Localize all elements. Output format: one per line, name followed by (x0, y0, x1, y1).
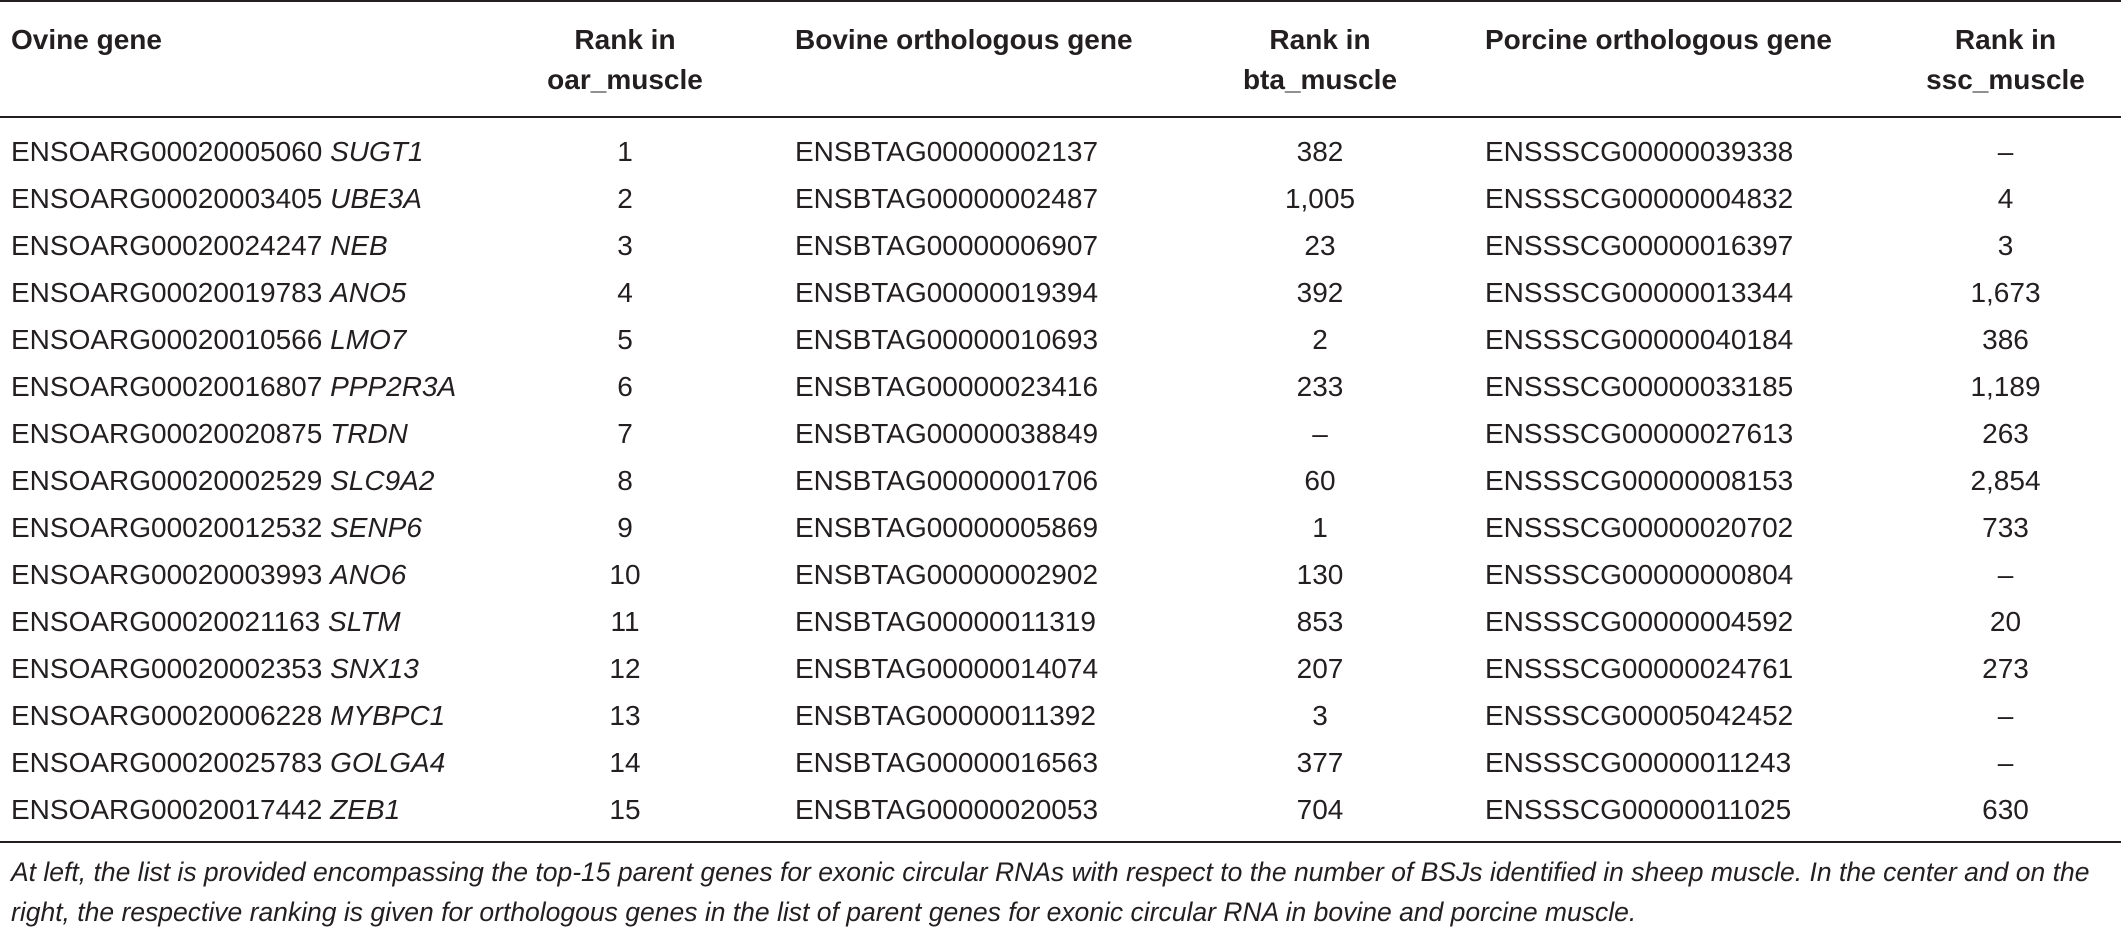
rank-bta-cell: 704 (1296, 793, 1344, 825)
ovine-gene-cell (0, 457, 530, 504)
table-footnote: At left, the list is provided encompassing the top-15 parent genes for exonic circular RNAs with respect to the number of BSJs identified in sheep muscle. In the center and on the right, the respective ranking is given for orthologous genes in the list of parent genes for exonic circular RNA in bovine and porcine muscle. (11, 857, 2090, 927)
ovine-gene-id: ENSOARG00020002529 (11, 464, 323, 496)
table-row (0, 786, 2121, 842)
rank-bta-cell: 130 (1296, 558, 1344, 590)
rank-oar-cell: 14 (609, 746, 641, 778)
rank-oar-cell: 10 (609, 558, 641, 590)
table-row (0, 457, 2121, 504)
rank-ssc-cell: 20 (1989, 605, 2022, 637)
rank-oar-cell: 15 (609, 793, 641, 825)
table-row (0, 269, 2121, 316)
table-row (0, 316, 2121, 363)
ovine-gene-symbol: SUGT1 (330, 135, 424, 167)
ovine-gene-symbol: PPP2R3A (330, 370, 457, 402)
rank-ssc-cell: 4 (1997, 182, 2014, 214)
rank-bta-cell: 853 (1296, 605, 1344, 637)
table-row (0, 739, 2121, 786)
header-rank-bta (1200, 1, 1440, 117)
ovine-gene-symbol: SLC9A2 (330, 464, 435, 496)
header-rank-bta-line1: Rank in (1269, 24, 1371, 55)
porcine-gene-cell: ENSSSCG00000011025 (1485, 793, 1792, 825)
bovine-gene-cell: ENSBTAG00000016563 (795, 746, 1099, 778)
rank-bta-cell: 382 (1296, 135, 1344, 167)
table-row (0, 410, 2121, 457)
ovine-gene-id: ENSOARG00020006228 (11, 699, 323, 731)
ovine-gene-symbol: GOLGA4 (330, 746, 446, 778)
rank-bta-cell: 392 (1296, 276, 1344, 308)
porcine-gene-cell: ENSSSCG00000004592 (1485, 605, 1794, 637)
bovine-gene-cell: ENSBTAG00000011392 (795, 699, 1096, 731)
table-row (0, 117, 2121, 175)
rank-oar-cell: 9 (617, 511, 633, 543)
bovine-gene-cell: ENSBTAG00000014074 (795, 652, 1099, 684)
rank-bta-cell: 2 (1312, 323, 1328, 355)
ovine-gene-symbol: SNX13 (330, 652, 419, 684)
bovine-gene-cell: ENSBTAG00000002902 (795, 558, 1099, 590)
bovine-gene-cell: ENSBTAG00000002487 (795, 182, 1099, 214)
rank-oar-cell: 13 (609, 699, 641, 731)
rank-oar-cell: 1 (617, 135, 633, 167)
ovine-gene-cell (0, 739, 530, 786)
rank-ssc-cell: – (1997, 746, 2014, 778)
rank-bta-cell: 233 (1296, 370, 1344, 402)
porcine-gene-cell: ENSSSCG00000039338 (1485, 135, 1794, 167)
rank-bta-cell: 3 (1312, 699, 1328, 731)
rank-oar-cell: 5 (617, 323, 633, 355)
ovine-gene-symbol: ANO5 (330, 276, 407, 308)
ovine-gene-id: ENSOARG00020002353 (11, 652, 323, 684)
table-row (0, 692, 2121, 739)
table-row (0, 598, 2121, 645)
bovine-gene-cell: ENSBTAG00000005869 (795, 511, 1099, 543)
table-row (0, 551, 2121, 598)
rank-bta-cell: 1,005 (1284, 182, 1356, 214)
ovine-gene-symbol: ANO6 (330, 558, 407, 590)
rank-ssc-cell: 386 (1982, 323, 2029, 355)
header-rank-oar-line1: Rank in (574, 24, 676, 55)
ovine-gene-id: ENSOARG00020003993 (11, 558, 323, 590)
ovine-gene-cell (0, 504, 530, 551)
rank-bta-cell: 207 (1296, 652, 1344, 684)
ovine-gene-symbol: UBE3A (330, 182, 422, 214)
rank-ssc-cell: 263 (1982, 417, 2029, 449)
porcine-gene-cell: ENSSSCG00005042452 (1485, 699, 1794, 731)
ovine-gene-cell (0, 117, 530, 175)
rank-oar-cell: 12 (609, 652, 641, 684)
ovine-gene-cell (0, 551, 530, 598)
bovine-gene-cell: ENSBTAG00000001706 (795, 464, 1099, 496)
porcine-gene-cell: ENSSSCG00000011243 (1485, 746, 1792, 778)
ovine-gene-cell (0, 645, 530, 692)
rank-bta-cell: – (1312, 417, 1328, 449)
ovine-gene-symbol: NEB (330, 229, 388, 261)
ovine-gene-id: ENSOARG00020021163 (11, 605, 321, 637)
porcine-gene-cell: ENSSSCG00000033185 (1485, 370, 1794, 402)
ovine-gene-id: ENSOARG00020024247 (11, 229, 323, 261)
ovine-gene-cell (0, 410, 530, 457)
header-rank-bta-line2: bta_muscle (1242, 64, 1398, 95)
ovine-gene-symbol: SENP6 (330, 511, 422, 543)
ovine-gene-cell (0, 316, 530, 363)
ovine-gene-id: ENSOARG00020003405 (11, 182, 323, 214)
rank-bta-cell: 377 (1296, 746, 1344, 778)
porcine-gene-cell: ENSSSCG00000024761 (1485, 652, 1794, 684)
ovine-gene-id: ENSOARG00020017442 (11, 793, 323, 825)
rank-ssc-cell: – (1997, 135, 2014, 167)
ovine-gene-id: ENSOARG00020019783 (11, 276, 323, 308)
rank-oar-cell: 4 (617, 276, 633, 308)
bovine-gene-cell: ENSBTAG00000019394 (795, 276, 1099, 308)
rank-ssc-cell: 2,854 (1970, 464, 2041, 496)
rank-bta-cell: 23 (1304, 229, 1336, 261)
ovine-gene-cell (0, 363, 530, 410)
rank-bta-cell: 1 (1312, 511, 1328, 543)
porcine-gene-cell: ENSSSCG00000000804 (1485, 558, 1794, 590)
rank-oar-cell: 3 (617, 229, 633, 261)
bovine-gene-cell: ENSBTAG00000038849 (795, 417, 1099, 449)
header-row (0, 1, 2121, 117)
porcine-gene-cell: ENSSSCG00000013344 (1485, 276, 1794, 308)
ovine-gene-cell (0, 598, 530, 645)
rank-oar-cell: 7 (617, 417, 633, 449)
ovine-gene-cell (0, 692, 530, 739)
table-row (0, 175, 2121, 222)
bovine-gene-cell: ENSBTAG00000023416 (795, 370, 1099, 402)
rank-ssc-cell: – (1997, 699, 2014, 731)
bovine-gene-cell: ENSBTAG00000011319 (795, 605, 1096, 637)
ovine-gene-symbol: ZEB1 (330, 793, 401, 825)
table-row (0, 363, 2121, 410)
ovine-gene-id: ENSOARG00020010566 (11, 323, 323, 355)
rank-bta-cell: 60 (1304, 464, 1336, 496)
porcine-gene-cell: ENSSSCG00000004832 (1485, 182, 1794, 214)
rank-ssc-cell: 733 (1982, 511, 2029, 543)
table-row (0, 222, 2121, 269)
header-rank-oar (530, 1, 720, 117)
porcine-gene-cell: ENSSSCG00000027613 (1485, 417, 1794, 449)
rank-ssc-cell: 630 (1982, 793, 2029, 825)
header-rank-ssc-line2: ssc_muscle (1926, 64, 2085, 95)
rank-oar-cell: 8 (617, 464, 633, 496)
ovine-gene-id: ENSOARG00020025783 (11, 746, 323, 778)
ovine-gene-cell (0, 269, 530, 316)
rank-oar-cell: 11 (610, 605, 640, 637)
ovine-gene-cell (0, 222, 530, 269)
ovine-gene-cell (0, 175, 530, 222)
rank-oar-cell: 6 (617, 370, 633, 402)
ovine-gene-symbol: TRDN (330, 417, 408, 449)
header-ovine-gene: Ovine gene (11, 24, 162, 55)
ovine-gene-id: ENSOARG00020005060 (11, 135, 323, 167)
header-rank-ssc (1890, 1, 2121, 117)
rank-ssc-cell: – (1997, 558, 2014, 590)
header-rank-ssc-line1: Rank in (1954, 24, 2057, 55)
porcine-gene-cell: ENSSSCG00000040184 (1485, 323, 1794, 355)
porcine-gene-cell: ENSSSCG00000016397 (1485, 229, 1794, 261)
header-bovine-gene: Bovine orthologous gene (795, 24, 1133, 55)
porcine-gene-cell: ENSSSCG00000020702 (1485, 511, 1794, 543)
table-row (0, 504, 2121, 551)
table-row (0, 645, 2121, 692)
bovine-gene-cell: ENSBTAG00000010693 (795, 323, 1099, 355)
rank-ssc-cell: 3 (1997, 229, 2014, 261)
table-body (0, 117, 2121, 842)
rank-ssc-cell: 1,189 (1970, 370, 2041, 402)
ovine-gene-symbol: LMO7 (330, 323, 407, 355)
bovine-gene-cell: ENSBTAG00000020053 (795, 793, 1099, 825)
ovine-gene-symbol: SLTM (328, 605, 401, 637)
bovine-gene-cell: ENSBTAG00000002137 (795, 135, 1099, 167)
ovine-gene-cell (0, 786, 530, 842)
ovine-gene-symbol: MYBPC1 (330, 699, 446, 731)
porcine-gene-cell: ENSSSCG00000008153 (1485, 464, 1794, 496)
ovine-gene-id: ENSOARG00020020875 (11, 417, 323, 449)
rank-ssc-cell: 273 (1982, 652, 2029, 684)
header-rank-oar-line2: oar_muscle (547, 64, 703, 95)
ovine-gene-id: ENSOARG00020016807 (11, 370, 323, 402)
bovine-gene-cell: ENSBTAG00000006907 (795, 229, 1099, 261)
header-porcine-gene: Porcine orthologous gene (1485, 24, 1832, 55)
rank-ssc-cell: 1,673 (1970, 276, 2041, 308)
rank-oar-cell: 2 (617, 182, 633, 214)
ovine-gene-id: ENSOARG00020012532 (11, 511, 323, 543)
